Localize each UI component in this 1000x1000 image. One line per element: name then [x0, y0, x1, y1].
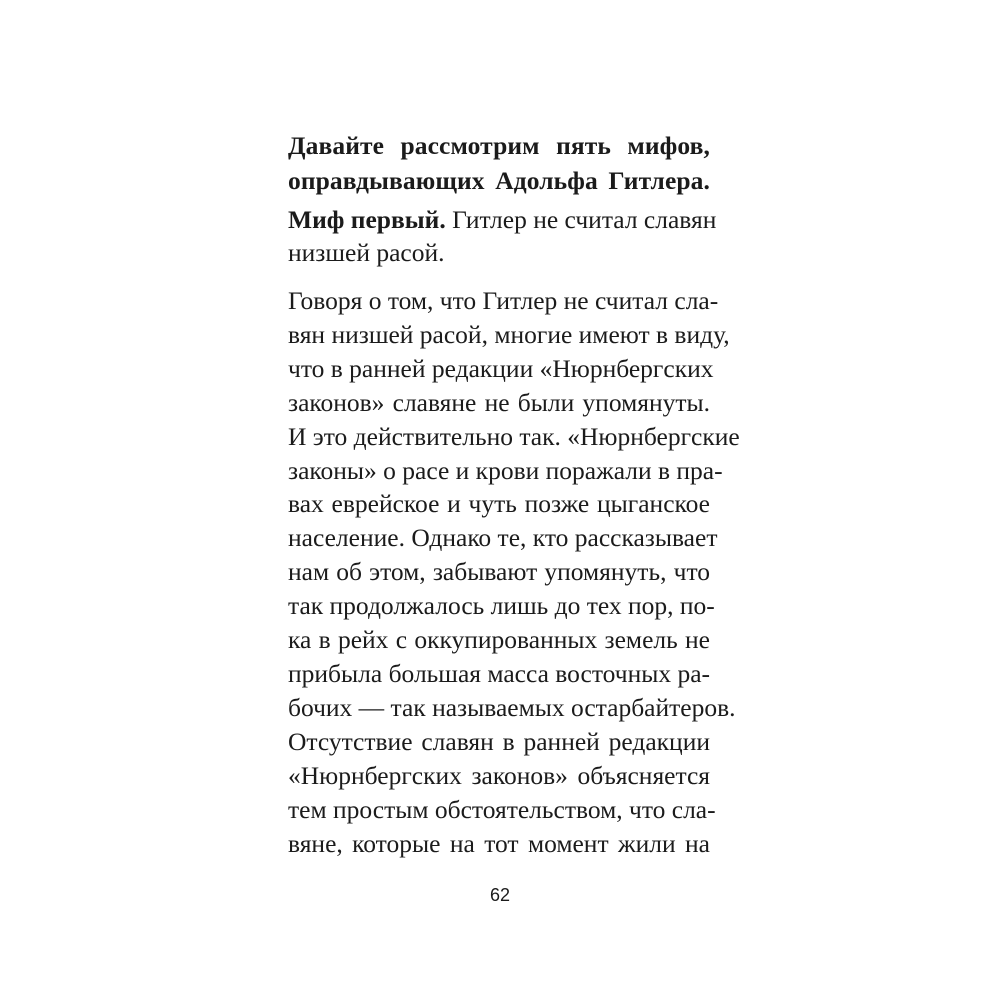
myth-line: [288, 203, 717, 236]
body-line: законы» о расе и крови поражали в пра-: [288, 455, 723, 485]
body-paragraph: [288, 284, 740, 860]
myth-label: Миф первый.: [288, 205, 446, 234]
body-line: вян низшей расой, многие имеют в виду,: [288, 319, 730, 349]
myth-statement: [288, 203, 717, 269]
body-line: Отсутствие славян в ранней редакции: [288, 726, 710, 756]
body-line: «Нюрнбергских законов» объясняется: [288, 760, 710, 790]
body-line: Говоря о том, что Гитлер не считал сла-: [288, 286, 719, 315]
myth-text: Гитлер не считал славян: [445, 205, 717, 234]
body-line: ка в рейх с оккупированных земель не: [288, 625, 710, 655]
body-line: нам об этом, забывают упомянуть, что: [288, 557, 710, 587]
body-line: И это действительно так. «Нюрнбергские: [288, 421, 740, 451]
body-line: бочих — так называемых остарбайтеров.: [288, 692, 736, 722]
body-line: законов» славяне не были упомянуты.: [288, 387, 710, 417]
body-line: вах еврейское и чуть позже цыганское: [288, 489, 710, 519]
section-heading: [288, 128, 710, 198]
page-content: [288, 128, 740, 860]
body-line: прибыла большая масса восточных ра-: [288, 658, 711, 688]
body-line: население. Однако те, кто рассказывает: [288, 523, 718, 553]
body-line: что в ранней редакции «Нюрнбергских: [288, 353, 714, 383]
body-line: тем простым обстоятельством, что сла-: [288, 794, 716, 824]
heading-line: Давайте рассмотрим пять мифов,: [288, 131, 710, 160]
body-line: вяне, которые на тот момент жили на: [288, 828, 710, 858]
page-number: 62: [489, 885, 511, 905]
myth-line: низшей расой.: [288, 238, 445, 267]
body-line: так продолжалось лишь до тех пор, по-: [288, 591, 715, 621]
heading-line: оправдывающих Адольфа Гитлера.: [288, 166, 710, 195]
